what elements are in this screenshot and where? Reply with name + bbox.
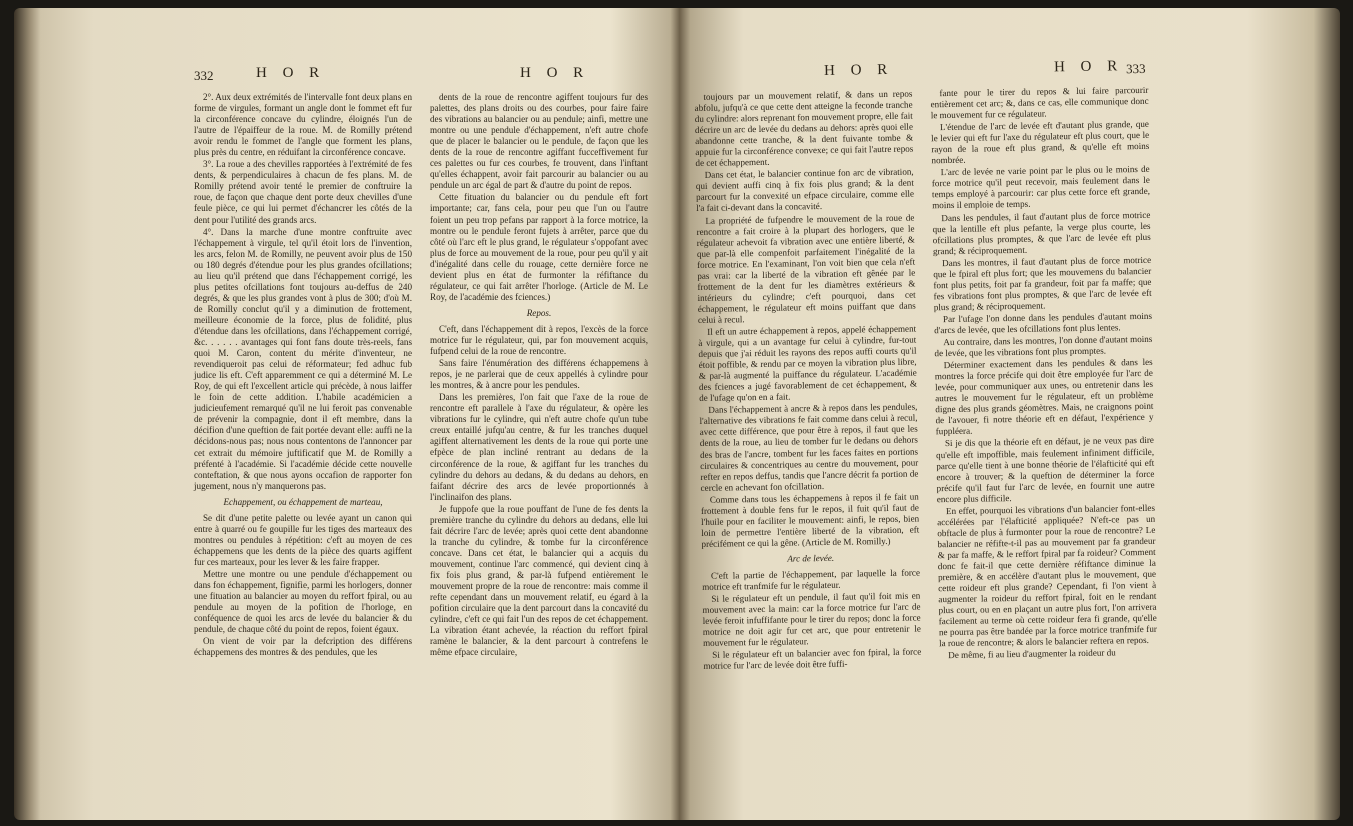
paragraph: Mettre une montre ou une pendule d'échappement ou dans fon échappement, fignifie, parmi les horlogers, donner une fituation au balancier au moyen du reffort fpiral, ou au pendule au moyen de la pofition de l'horloge, en conféquence de quoi les arcs de levée du balancier & du pendule, de chaque côté du point de repos, foient égaux. <box>194 568 412 635</box>
paragraph: Dans l'échappement à ancre & à repos dans les pendules, l'alternative des vibrations fe fait comme dans celui à recul, avec cette différence, que pour être à repos, il faut que les dents de la roue, au lieu de tomber fur le dedans ou dehors des bras de l'ancre, tombent fur les faces faites en portions circulaires & concentriques au centre du mouvement, pour refter en repos deffus, tandis que l'ancre décrit fa portion de cercle en achevant fon ofcillation. <box>699 401 919 493</box>
paragraph: 2°. Aux deux extrémités de l'intervalle font deux plans en forme de virgules, formant un angle dont le fommet eft fur la circonférence concave du cylindre, éloignés l'un de l'autre de l'épaiffeur de la roue. M. de Romilly prétend avoir rendu le fommet de l'angle que forment les plans, plus près du centre, en réduifant la circonférence concave. <box>194 92 412 158</box>
right-page-column-2 <box>930 85 1157 663</box>
paragraph: Il eft un autre échappement à repos, appelé échappement à virgule, qui a un avantage fur celui à cylindre, fur-tout depuis que j'ai réduit les rayons des repos auffi courts qu'il étoit poffible, & rendu par ce moyen la vibration plus libre, & par-là augmenté la puiffance du régulateur. L'académie des fciences a jugé favorablement de cet échappement, & de l'ufage qu'on en a fait. <box>698 323 918 404</box>
left-page-column-1 <box>194 92 412 659</box>
running-head: H O R <box>823 61 894 79</box>
paragraph: Comme dans tous les échappemens à repos il fe fait un frottement à double fens fur le repos, il fuit qu'il faut de l'huile pour en faciliter le mouvement: ainfi, le repos, bien loin de permettre l'entière liberté de la vibration, eft précifément ce qui la gêne. (Article de M. Romilly.) <box>700 491 920 549</box>
left-page <box>194 65 654 658</box>
right-page <box>694 58 1157 672</box>
section-heading: Echappement, ou échappement de marteau, <box>223 496 383 507</box>
paragraph: Si le régulateur eft un pendule, il faut qu'il foit mis en mouvement avec la main: car la force motrice fur l'arc de levée feroit infuffifante pour le tirer du repos; donc la force motrice ne doit agir fur cet arc, que pour entretenir le mouvement fur le régulateur. <box>702 590 921 649</box>
paragraph: C'eft la partie de l'échappement, par laquelle la force motrice eft tranfmife fur le régulateur. <box>702 567 921 592</box>
paragraph: Cette fituation du balancier ou du pendule eft fort importante; car, fans cela, pour peu que l'un ou l'autre foient un peu trop pefans par rapport à la force motrice, la montre ou le pendule feront fujets à arrêter, parce que du côté où l'arc eft le plus grand, le régulateur s'oppofant avec plus de force au mouvement de la roue, pour peu qu'il y ait d'inégalité dans celle du rouage, cette dernière force ne devient plus en état de furmonter la réfiftance du régulateur, ce qui fait arrêter l'horloge. (Article de M. Le Roy, de l'académie des fciences.) <box>430 192 648 302</box>
paragraph: 3°. La roue a des chevilles rapportées à l'extrémité de fes dents, & perpendiculaires à chacun de fes plans. M. de Romilly prétend avoir tenté le premier de conftruire la roue, de façon que chaque dent porte deux chevilles d'une feule pièce, ce qui lui permet d'échancrer les côtés de la dent pour l'utilité des grands arcs. <box>194 159 412 225</box>
paragraph: On vient de voir par la defcription des différens échappemens des montres & des pendules, que les <box>194 636 412 658</box>
paragraph: Dans cet état, le balancier continue fon arc de vibration, qui devient auffi cinq à fix fois plus grand; & la dent parcourt fur la convexité un efpace circulaire, comme elle l'a fait ci-devant dans la concavité. <box>695 166 915 214</box>
paragraph: La propriété de fufpendre le mouvement de la roue de rencontre a fait croire à la plupart des horlogers, que le régulateur achevoit fa vibration avec une entière liberté, & que par-là elle compenfoit parfaitement l'inégalité de la force motrice. En l'examinant, l'on voit bien que cela n'eft pas vrai: car la liberté de la vibration eft gênée par le frottement de la dent fur les diamètres extérieurs & intérieurs du cylindre; c'eft pourquoi, dans cet échappement, le régulateur eft moins puiffant que dans celui à recul. <box>696 212 916 325</box>
paragraph: De même, fi au lieu d'augmenter la roideur du <box>948 647 1116 661</box>
page-number-left: 332 <box>194 68 214 83</box>
right-page-column-1 <box>694 89 921 674</box>
paragraph: toujours par un mouvement relatif, & dans un repos abfolu, jufqu'à ce que cette dent atteigne la feconde tranche du cylindre: alors reprenant fon mouvement propre, elle fait décrire un arc de levée du dedans au dehors: après quoi elle abandonne cette tranche, & la dent fuivante tombe & appuie fur la circonférence convexe; ce qui fait l'autre repos de cet échappement. <box>694 88 914 169</box>
paragraph: Si je dis que la théorie eft en défaut, je ne veux pas dire qu'elle eft impoffible, mais feulement infiniment difficile, parce qu'elle tient à une bonne théorie de l'élafticité qui eft encore à trouver; & la queftion de déterminer la force précife qu'il faut fur l'arc de levée, en fournit une autre encore plus difficile. <box>936 435 1155 504</box>
page-number-right: 333 <box>1125 60 1146 77</box>
paragraph: Dans les premières, l'on fait que l'axe de la roue de rencontre eft parallele à l'axe du régulateur, & opère les vibrations fur le cylindre, qui n'eft autre chofe qu'un tube creux entaillé jufqu'au centre, & fur les tranches duquel agiffent alternativement les dents de la roue qui porte une efpèce de plan incliné rentrant au dedans de la circonférence de la roue, & agiffant fur les tranches du cylindre du dehors au dedans, & du dedans au dehors, en faifant décrire des arcs de levée proportionnés à l'inclinaifon des plans. <box>430 392 648 502</box>
running-head: H O R <box>256 65 326 81</box>
paragraph: Je fuppofe que la roue pouffant de l'une de fes dents la première tranche du cylindre du dehors au dedans, elle lui fait décrire l'arc de levée; après quoi cette dent abandonne la tranche du cylindre, & tombe fur la circonférence concave. Dans cet état, le balancier qui a acquis du mouvement, continue l'arc commencé, qui devient cinq à fix fois plus grand, & par-là fufpend entièrement le mouvement propre de la roue de rencontre: mais comme il refte cependant dans un mouvement relatif, eu égard à la pofition circulaire que la dent parcourt dans la concavité du cylindre, c'eft ce qui fait l'un des repos de cet échappement. La vibration étant achevée, la réaction du reffort fpiral ramène le balancier, & la dent parcourt à contrefens le même efpace circulaire, <box>430 503 648 658</box>
paragraph: Si le régulateur eft un balancier avec fon fpiral, la force motrice fur l'arc de levée doit être fuffi- <box>703 646 922 672</box>
paragraph: fante pour le tirer du repos & lui faire parcourir entièrement cet arc; &, dans ce cas, elle communique donc le mouvement fur ce régulateur. <box>930 84 1149 121</box>
left-page-header <box>194 65 654 90</box>
paragraph: L'arc de levée ne varie point par le plus ou le moins de force motrice qu'il peut recevoir, mais feulement dans le temps employé à parcourir: car plus cette force eft grande, moins il emploie de temps. <box>931 164 1151 211</box>
paragraph: Dans les montres, il faut d'autant plus de force motrice que le fpiral eft plus fort; que les mouvemens du balancier font plus petits, foit par fa grandeur, foit par fa maffe; que fes vibrations font plus promptes, & que l'arc de levée eft plus grand; & réciproquement. <box>933 254 1152 313</box>
paragraph: Déterminer exactement dans les pendules & dans les montres la force précife qui doit être employée fur l'arc de levée, pour communiquer aux unes, ou entretenir dans les autres le mouvement fur le régulateur, eft un problème digne des plus grands géomètres. Mais, ne craignons point de l'avouer, fi notre théorie eft en défaut, l'expérience y fuppléera. <box>934 356 1154 437</box>
running-head: H O R <box>520 65 590 81</box>
running-head: H O R <box>1053 58 1124 76</box>
paragraph: Sans faire l'énumération des différens échappemens à repos, je ne parlerai que de ceux appellés à cylindre pour les montres, & à ancre pour les pendules. <box>430 358 648 391</box>
paragraph: En effet, pourquoi les vibrations d'un balancier font-elles accélérées par l'élafticité appliquée? N'eft-ce pas un obftacle de plus à furmonter pour la roue de rencontre? Le balancier ne réfifte-t-il pas au mouvement par fa grandeur & par fa maffe, & le reffort fpiral par fa roideur? Comment donc fe fait-il que cette dernière réfiftance diminue la première, & en accélère d'autant plus le mouvement, que cette roideur eft plus grande? Cependant, fi l'on vient à augmenter la roideur du reffort fpiral, foit en le rendant plus court, ou en en plaçant un autre plus fort, l'on arrivera facilement au terme où cette roideur fera fi grande, qu'elle ne pourra pas être bandée par la force motrice tranfmife fur la roue de rencontre; & alors le balancier reftera en repos. <box>937 502 1157 649</box>
paragraph: Dans les pendules, il faut d'autant plus de force motrice que la lentille eft plus pefante, la verge plus courte, les ofcillations plus promptes, & que l'arc de levée eft plus grand; & réciproquement. <box>932 209 1151 256</box>
paragraph: dents de la roue de rencontre agiffent toujours fur des palettes, des plans droits ou des courbes, pour faire faire des vibrations au balancier ou au pendule; ainfi, mettre une montre ou une pendule d'échappement, n'eft autre chofe que de placer le balancier ou le pendule, de façon que les dents de la roue de rencontre agiffant fucceffivement fur ces palettes ou fur ces courbes, fe trouvent, dans l'inftant qu'elles échappent, avoir fait parcourir au balancier ou au pendule un arc égal de part & d'autre du point de repos. <box>430 92 648 191</box>
paragraph: C'eft, dans l'échappement dit à repos, l'excès de la force motrice fur le régulateur, qui, par fon mouvement acquis, fufpend celui de la roue de rencontre. <box>430 323 648 357</box>
section-heading: Arc de levée. <box>787 552 835 564</box>
paragraph: L'étendue de l'arc de levée eft d'autant plus grande, que le levier qui eft fur l'axe du régulateur eft plus court, que le rayon de la roue eft plus grand, & qu'elle eft moins nombrée. <box>931 119 1150 166</box>
paragraph: Au contraire, dans les montres, l'on donne d'autant moins de levée, que les vibrations font plus promptes. <box>934 333 1153 359</box>
paragraph: Se dit d'une petite palette ou levée ayant un canon qui entre à quarré ou fe goupille fur les tiges des marteaux des montres ou pendules à répétition: c'eft au moyen de ces échappemens que les dents de la pièce des quarts agiffent fur ces marteaux, pour les lever & les faire frapper. <box>194 512 412 567</box>
paragraph: 4°. Dans la marche d'une montre conftruite avec l'échappement à virgule, tel qu'il étoit lors de l'invention, les arcs, felon M. de Romilly, ne peuvent avoir plus de 150 ou 180 degrés d'étendue pour les plus grandes ofcillations; au lieu qu'il prétend que dans l'échappement corrigé, les plus petites ofcillations font toujours au-deffus de 240 degrés, & que les plus grandes vont à plus de 300; d'où M. de Romilly conclut qu'il y a diminution de frottement, meilleure économie de la force, plus de folidité, plus d'étendue dans les ofcillations, dans l'échappement corrigé, &c. . . . . . avantages qui font fans doute très-reels, fans quoi M. Caron, content du mérite d'inventeur, ne revendiqueroit pas celui de réformateur; fed adhuc fub judice lis eft. C'eft apparemment ce qui a déterminé M. Le Roy, de qui eft l'excellent article qui précède, à nous laiffer le foin de cette addition. L'habile académicien a judicieufement remarqué qu'il ne lui feroit pas convenable de prévenir la compagnie, dont il eft membre, dans la décifion d'une queftion de fait portée devant elle: auffi ne la décidons-nous pas; nous nous contentons de l'annoncer par cet extrait du mémoire juftificatif que M. de Romilly a préfenté à l'académie. Si l'académie décide cette nouvelle conteftation, & que nous ayons occafion de rapporter fon jugement, nous n'y manquerons pas. <box>194 226 412 491</box>
paragraph: Par l'ufage l'on donne dans les pendules d'autant moins d'arcs de levée, que les ofcillations font plus lentes. <box>934 310 1153 336</box>
section-heading: Repos. <box>526 307 552 318</box>
left-page-column-2 <box>430 92 648 659</box>
open-book <box>14 8 1340 820</box>
